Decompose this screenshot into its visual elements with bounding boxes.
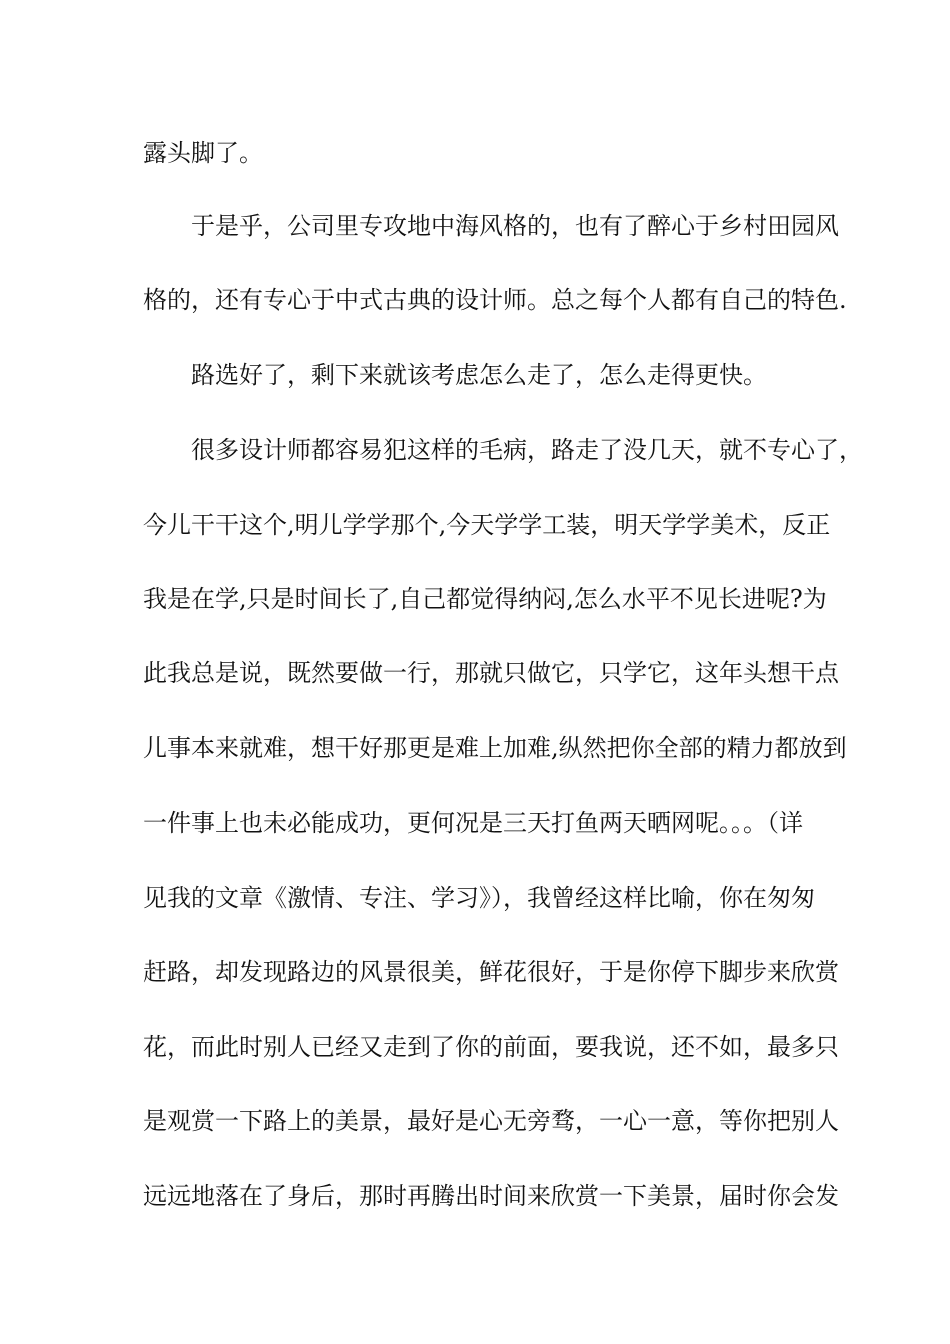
text-line: 儿事本来就难，想干好那更是难上加难,纵然把你全部的精力都放到: [143, 734, 847, 762]
text-line: 今儿干干这个,明儿学学那个,今天学学工装，明天学学美术，反正: [143, 511, 831, 539]
text-line: 我是在学,只是时间长了,自己都觉得纳闷,怎么水平不见长进呢?为: [143, 585, 827, 613]
text-line: 露头脚了。: [143, 139, 263, 167]
text-line: 一件事上也未必能成功，更何况是三天打鱼两天晒网呢。。。（详: [143, 809, 803, 837]
text-line: 格的，还有专心于中式古典的设计师。总之每个人都有自己的特色.: [143, 286, 847, 314]
text-line: 赶路，却发现路边的风景很美，鲜花很好，于是你停下脚步来欣赏: [143, 958, 839, 986]
paragraph-first-line: 很多设计师都容易犯这样的毛病，路走了没几天，就不专心了，: [191, 436, 863, 464]
text-line: 是观赏一下路上的美景，最好是心无旁骛，一心一意，等你把别人: [143, 1107, 839, 1135]
paragraph-first-line: 于是乎，公司里专攻地中海风格的，也有了醉心于乡村田园风: [191, 212, 839, 240]
text-line: 见我的文章《激情、专注、学习》），我曾经这样比喻，你在匆匆: [143, 884, 815, 912]
text-line: 远远地落在了身后，那时再腾出时间来欣赏一下美景，届时你会发: [143, 1182, 839, 1210]
text-line: 此我总是说，既然要做一行，那就只做它，只学它，这年头想干点: [143, 659, 839, 687]
paragraph-first-line: 路选好了，剩下来就该考虑怎么走了，怎么走得更快。: [191, 361, 767, 389]
text-line: 花，而此时别人已经又走到了你的前面，要我说，还不如，最多只: [143, 1033, 839, 1061]
